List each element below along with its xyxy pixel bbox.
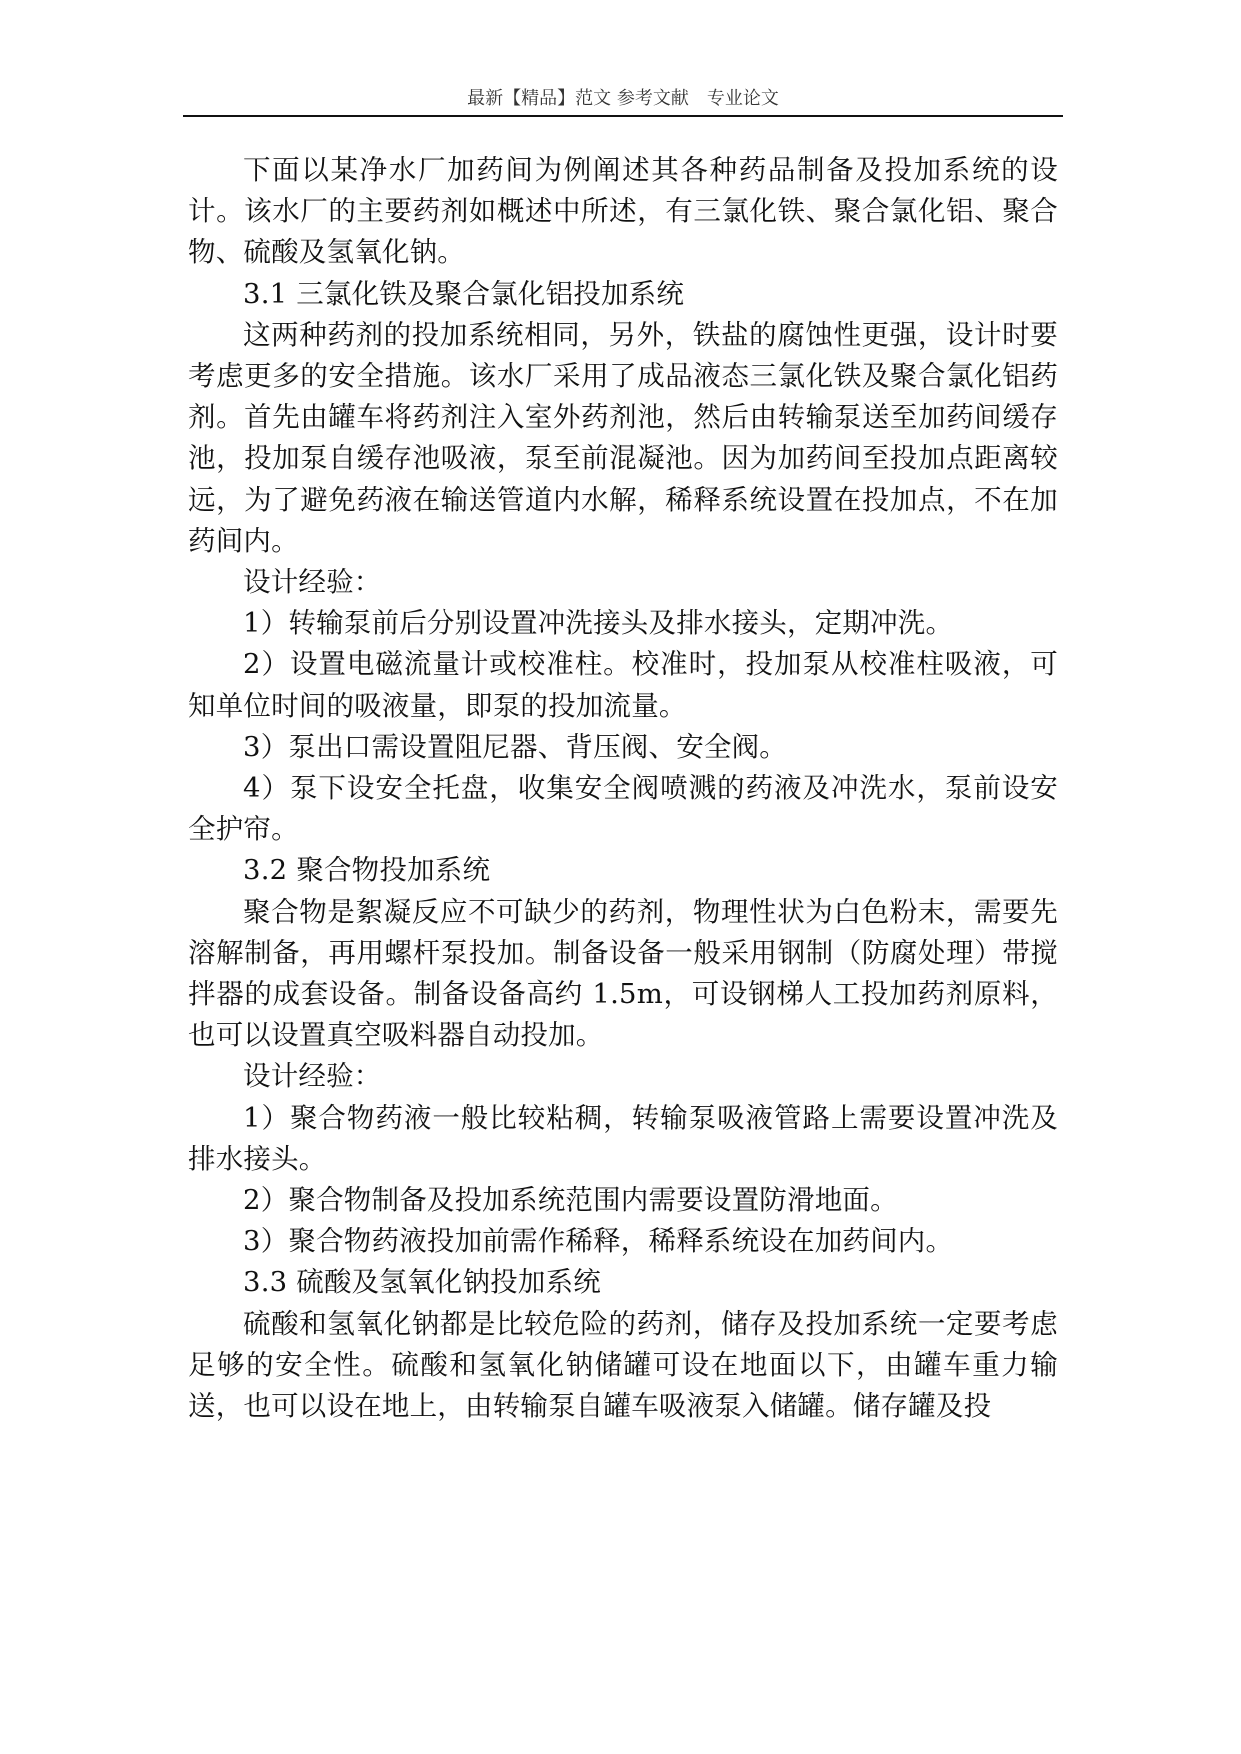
list-item: 3）泵出口需设置阻尼器、背压阀、安全阀。	[243, 730, 787, 763]
section-heading-3-3: 3.3 硫酸及氢氧化钠投加系统	[243, 1266, 601, 1299]
paragraph-intro: 下面以某净水厂加药间为例阐述其各种药品制备及投加系统的设计。该水厂的主要药剂如概述中所述，有三氯化铁、聚合氯化铝、聚合物、硫酸及氢氧化钠。	[188, 154, 1058, 269]
list-item: 2）设置电磁流量计或校准柱。校准时，投加泵从校准柱吸液，可知单位时间的吸液量，即泵的投加流量。	[188, 648, 1058, 722]
document-body	[188, 150, 1058, 1427]
list-item: 1）转输泵前后分别设置冲洗接头及排水接头，定期冲洗。	[243, 607, 954, 640]
subheading-design-experience: 设计经验：	[243, 566, 382, 599]
subheading-design-experience: 设计经验：	[243, 1060, 382, 1093]
list-item: 4）泵下设安全托盘，收集安全阀喷溅的药液及冲洗水，泵前设安全护帘。	[188, 772, 1058, 846]
paragraph: 这两种药剂的投加系统相同，另外，铁盐的腐蚀性更强，设计时要考虑更多的安全措施。该水厂采用了成品液态三氯化铁及聚合氯化铝药剂。首先由罐车将药剂注入室外药剂池，然后由转输泵送至加药间缓存池，投加泵自缓存池吸液，泵至前混凝池。因为加药间至投加点距离较远，为了避免药液在输送管道内水解，稀释系统设置在投加点，不在加药间内。	[188, 318, 1058, 557]
paragraph: 聚合物是絮凝反应不可缺少的药剂，物理性状为白色粉末，需要先溶解制备，再用螺杆泵投加。制备设备一般采用钢制（防腐处理）带搅拌器的成套设备。制备设备高约 1.5m，可设钢梯人工投加药剂原料，也可以设置真空吸料器自动投加。	[188, 895, 1058, 1052]
paragraph: 硫酸和氢氧化钠都是比较危险的药剂，储存及投加系统一定要考虑足够的安全性。硫酸和氢氧化钠储罐可设在地面以下，由罐车重力输送，也可以设在地上，由转输泵自罐车吸液泵入储罐。储存罐及投	[188, 1307, 1058, 1423]
list-item: 3）聚合物药液投加前需作稀释，稀释系统设在加药间内。	[243, 1225, 954, 1258]
list-item: 1）聚合物药液一般比较粘稠，转输泵吸液管路上需要设置冲洗及排水接头。	[188, 1101, 1058, 1175]
page-header: 最新【精品】范文 参考文献 专业论文	[467, 88, 779, 109]
section-heading-3-1: 3.1 三氯化铁及聚合氯化铝投加系统	[243, 277, 685, 310]
list-item: 2）聚合物制备及投加系统范围内需要设置防滑地面。	[243, 1184, 898, 1217]
header-rule	[183, 115, 1063, 117]
section-heading-3-2: 3.2 聚合物投加系统	[243, 854, 491, 887]
